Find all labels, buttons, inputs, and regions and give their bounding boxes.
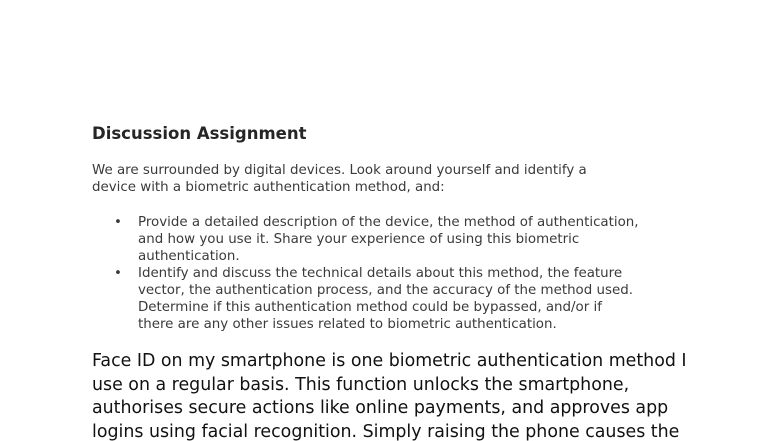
response-line: Face ID on my smartphone is one biometric authentication method I [92, 351, 687, 371]
assignment-title: Discussion Assignment [92, 124, 307, 143]
intro-line: We are surrounded by digital devices. Look around yourself and identify a [92, 163, 587, 178]
bullet-line: vector, the authentication process, and the accuracy of the method used. [138, 283, 633, 298]
bullet-line: Determine if this authentication method could be bypassed, and/or if [138, 300, 602, 315]
bullet-line: Provide a detailed description of the device, the method of authentication, [138, 215, 639, 230]
bullet-line: there are any other issues related to biometric authentication. [138, 317, 557, 332]
bullet-line: authentication. [138, 249, 240, 264]
response-line: authorises secure actions like online payments, and approves app [92, 398, 669, 418]
intro-line: device with a biometric authentication method, and: [92, 180, 445, 195]
bullet-item-technical [92, 265, 712, 333]
bullet-line: and how you use it. Share your experience of using this biometric [138, 232, 580, 247]
intro-paragraph [92, 162, 692, 196]
bullet-line: Identify and discuss the technical details about this method, the feature [138, 266, 623, 281]
bullet-list [92, 214, 712, 333]
bullet-icon: • [114, 215, 122, 230]
response-paragraph [92, 350, 732, 441]
bullet-icon: • [114, 266, 122, 281]
response-line: use on a regular basis. This function unlocks the smartphone, [92, 374, 630, 395]
response-line: logins using facial recognition. Simply raising the phone causes the [92, 421, 680, 441]
bullet-item-description [92, 214, 712, 265]
